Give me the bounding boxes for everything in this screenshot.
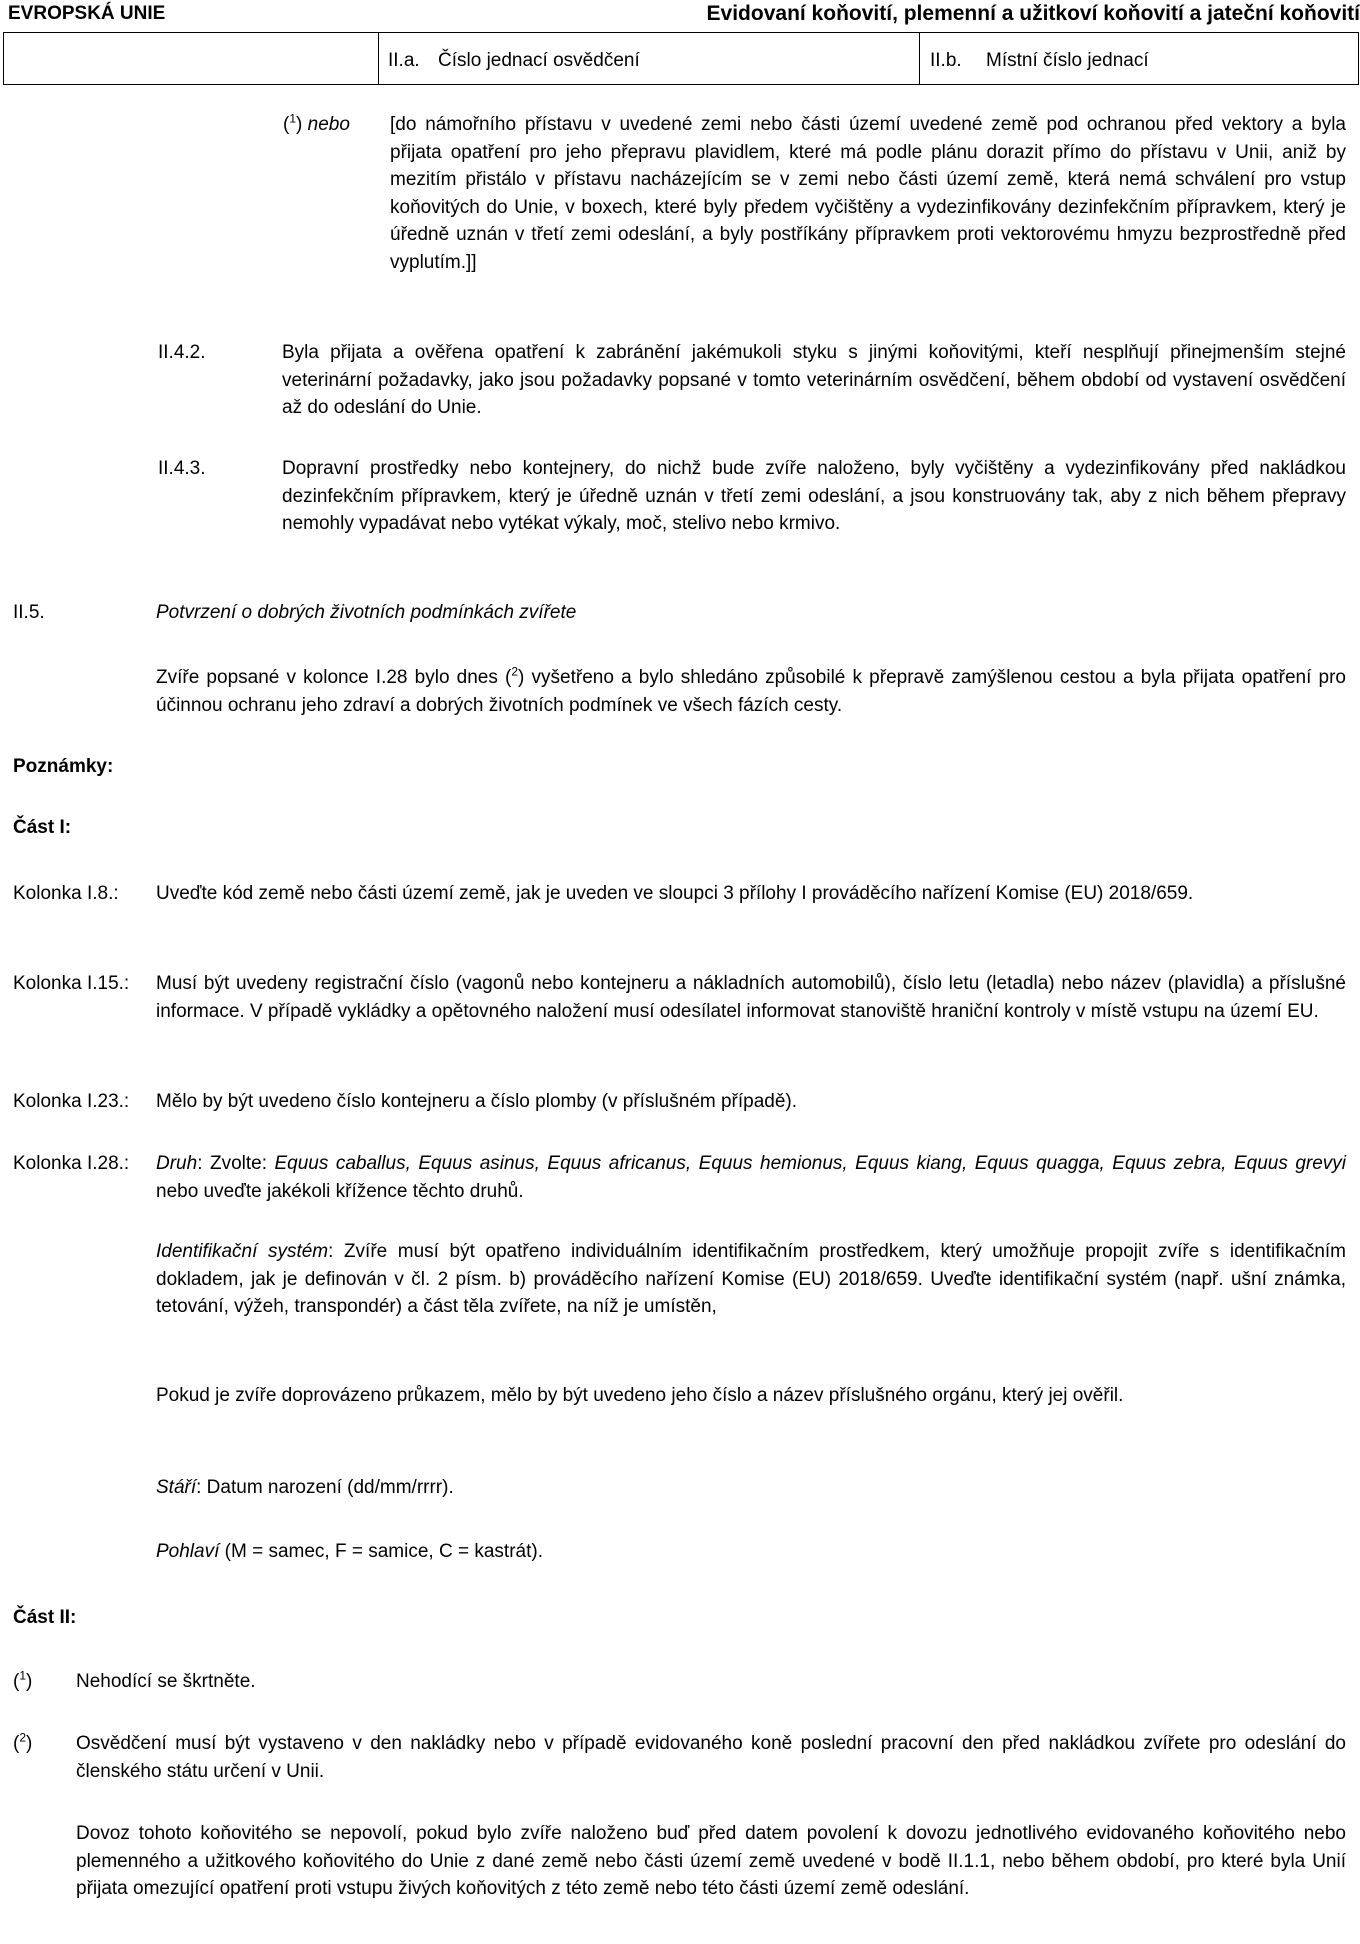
footnote-ref-2: 2 — [511, 664, 519, 679]
part-1-title: Část I: — [13, 817, 72, 838]
section-code-II-5: II.5. — [13, 602, 45, 623]
section-code-II-4-2: II.4.2. — [158, 342, 206, 363]
kolonka-15-label: Kolonka I.15.: — [13, 973, 130, 994]
section-title-II-5: Potvrzení o dobrých životních podmínkách zvířete — [156, 602, 577, 623]
kolonka-15-text: Musí být uvedeny registrační číslo (vagonů nebo kontejneru a nákladních automobilů), číslo letu (letadla) nebo název (plavidla) a příslušné informace. V případě vykládky a opětovného naložení musí odesílatel informovat stanoviště hraniční kontroly v místě vstupu na území EU. — [156, 973, 1346, 1022]
footnote-1-text: Nehodící se škrtněte. — [76, 1671, 256, 1692]
part-2-title: Část II: — [13, 1607, 77, 1628]
kolonka-23-text: Mělo by být uvedeno číslo kontejneru a číslo plomby (v příslušném případě). — [156, 1091, 798, 1112]
passport-text: Pokud je zvíře doprovázeno průkazem, mělo by být uvedeno jeho číslo a název příslušného orgánu, který jej ověřil. — [156, 1385, 1124, 1406]
section-text-II-4-2: Byla přijata a ověřena opatření k zabránění jakémukoli styku s jinými koňovitými, kteří nesplňují přinejmenším stejné veterinární požadavky, jako jsou požadavky popsané v tomto veterinárním osvědčení, během období od vystavení osvědčení až do odeslání do Unie. — [282, 342, 1346, 418]
section-text-II-4-3: Dopravní prostředky nebo kontejnery, do nichž bude zvíře naloženo, byly vyčištěny a vydezinfikovány před nakládkou dezinfekčním přípravkem, který je úředně uznán v třetí zemi odeslání, a jsou konstruovány tak, aby z nich během přepravy nemohly vypadávat nebo vytékat výkaly, moč, stelivo nebo krmivo. — [282, 458, 1346, 534]
kolonka-8-text: Uveďte kód země nebo části území země, jak je uveden ve sloupci 3 přílohy I prováděcího nařízení Komise (EU) 2018/659. — [156, 883, 1194, 904]
identification-system-text: Identifikační systém: Zvíře musí být opatřeno individuálním identifikačním prostředkem, který umožňuje propojit zvíře s identifikačním dokladem, jak je definován v čl. 2 písm. b) prováděcího nařízení Komise (EU) 2018/659. Uveďte identifikační systém (např. ušní známka, tetování, výžeh, transpondér) a část těla zvířete, na níž je umístěn, — [156, 1241, 1347, 1317]
footnote-2-text-continued: Dovoz tohoto koňovitého se nepovolí, pokud bylo zvíře naloženo buď před datem povolení k dovozu jednotlivého evidovaného koňovitého nebo plemenného a užitkového koňovitého do Unie z dané země nebo části území země uvedené v bodě II.1.1, nebo během období, pro které byla Unií přijata omezující opatření proti vstupu živých koňovitých z této země nebo této části území země odeslání. — [76, 1823, 1346, 1899]
section-code-II-4-3: II.4.3. — [158, 458, 206, 479]
kolonka-8-label: Kolonka I.8.: — [13, 883, 119, 904]
reference-divider — [919, 33, 920, 84]
header-right: Evidovaní koňovití, plemenní a užitkoví koňovití a jateční koňovití — [706, 2, 1360, 25]
or-prefix: ($^1$) nebo — [283, 111, 350, 135]
or-word: nebo — [307, 114, 350, 135]
sex-text: Pohlaví (M = samec, F = samice, C = kastrát). — [156, 1541, 543, 1562]
footnote-ref-1: 1 — [289, 111, 297, 126]
notes-title: Poznámky: — [13, 756, 114, 777]
header-left: EVROPSKÁ UNIE — [8, 3, 166, 24]
section-text-II-5: Zvíře popsané v kolonce I.28 bylo dnes ($^2$) vyšetřeno a bylo shledáno způsobilé k přepravě zamýšlenou cestou a byla přijata opatření pro účinnou ochranu jeho zdraví a dobrých životních podmínek ve všech fázích cesty. — [156, 664, 1346, 716]
ref-a-label: Číslo jednací osvědčení — [438, 50, 640, 71]
reference-table — [3, 32, 1359, 85]
ref-b-code: II.b. — [930, 50, 962, 71]
age-text: Stáří: Datum narození (dd/mm/rrrr). — [156, 1477, 454, 1498]
kolonka-28-text: Druh: Zvolte: Equus caballus, Equus asinus, Equus africanus, Equus hemionus, Equus kiang, Equus quagga, Equus zebra, Equus grevyi nebo uveďte jakékoli křížence těchto druhů. — [156, 1153, 1347, 1202]
ref-b-label: Místní číslo jednací — [986, 50, 1149, 71]
footnote-1-mark: ($^1$) — [13, 1668, 33, 1692]
reference-divider — [378, 33, 379, 84]
ref-a-code: II.a. — [388, 50, 420, 71]
kolonka-23-label: Kolonka I.23.: — [13, 1091, 130, 1112]
or-block-text: [do námořního přístavu v uvedené zemi nebo části území uvedené země pod ochranou před vektory a byla přijata opatření pro jeho přepravu plavidlem, které má podle plánu dorazit přímo do přístavu v Unii, aniž by mezitím přistálo v přístavu nacházejícím se v zemi nebo části území země, která nemá schválení pro vstup koňovitých do Unie, v boxech, které byly předem vyčištěny a vydezinfikovány dezinfekčním přípravkem, který je úředně uznán v třetí zemi odeslání, a byly postříkány přípravkem proti vektorovému hmyzu bezprostředně před vyplutím.]] — [390, 114, 1346, 273]
footnote-2-mark: ($^2$) — [13, 1730, 33, 1754]
footnote-2-text: Osvědčení musí být vystaveno v den nakládky nebo v případě evidovaného koně poslední pracovní den před nakládkou zvířete pro odeslání do členského státu určení v Unii. — [76, 1733, 1346, 1782]
kolonka-28-label: Kolonka I.28.: — [13, 1153, 130, 1174]
